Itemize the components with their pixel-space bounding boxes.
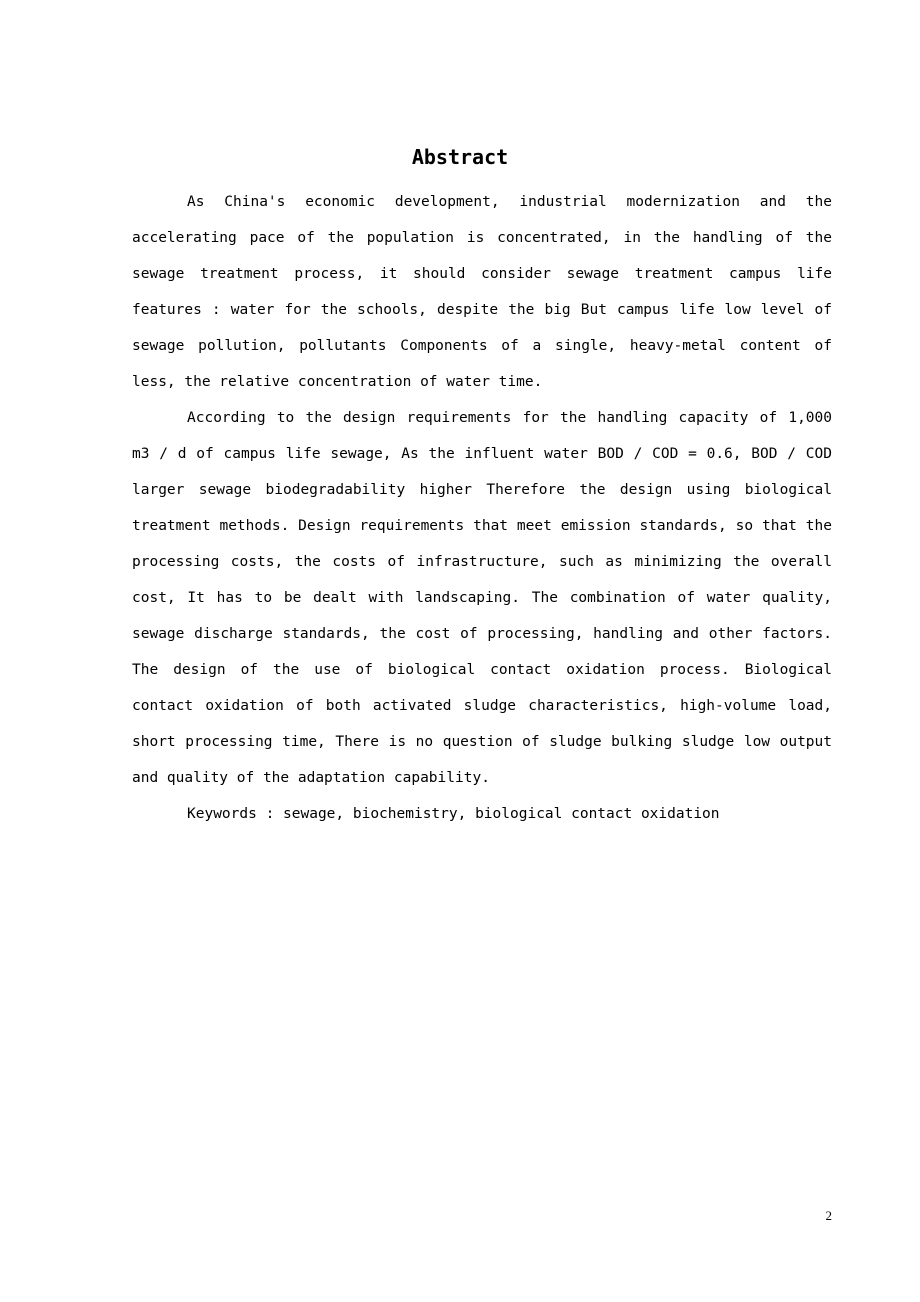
abstract-title: Abstract [411,145,509,169]
page-number: 2 [825,1208,832,1223]
abstract-body [132,184,832,832]
abstract-paragraph-1: As China's economic development, industrial modernization and the accelerating pace of the population is concentrated, in the handling of the sewage treatment process, it should consider sewage treatment campus life features : water for the schools, despite the big But campus life low level of sewage pollution, pollutants Components of a single, heavy-metal content of less, the relative concentration of water time. [132,194,832,390]
abstract-paragraph-2: According to the design requirements for the handling capacity of 1,000 m3 / d of campus life sewage, As the influent water BOD / COD = 0.6, BOD / COD larger sewage biodegradability higher Therefore the design using biological treatment methods. Design requirements that meet emission standards, so that the processing costs, the costs of infrastructure, such as minimizing the overall cost, It has to be dealt with landscaping. The combination of water quality, sewage discharge standards, the cost of processing, handling and other factors. The design of the use of biological contact oxidation process. Biological contact oxidation of both activated sludge characteristics, high-volume load, short processing time, There is no question of sludge bulking sludge low output and quality of the adaptation capability. [132,410,832,786]
keywords-line: Keywords : sewage, biochemistry, biological contact oxidation [187,806,720,822]
